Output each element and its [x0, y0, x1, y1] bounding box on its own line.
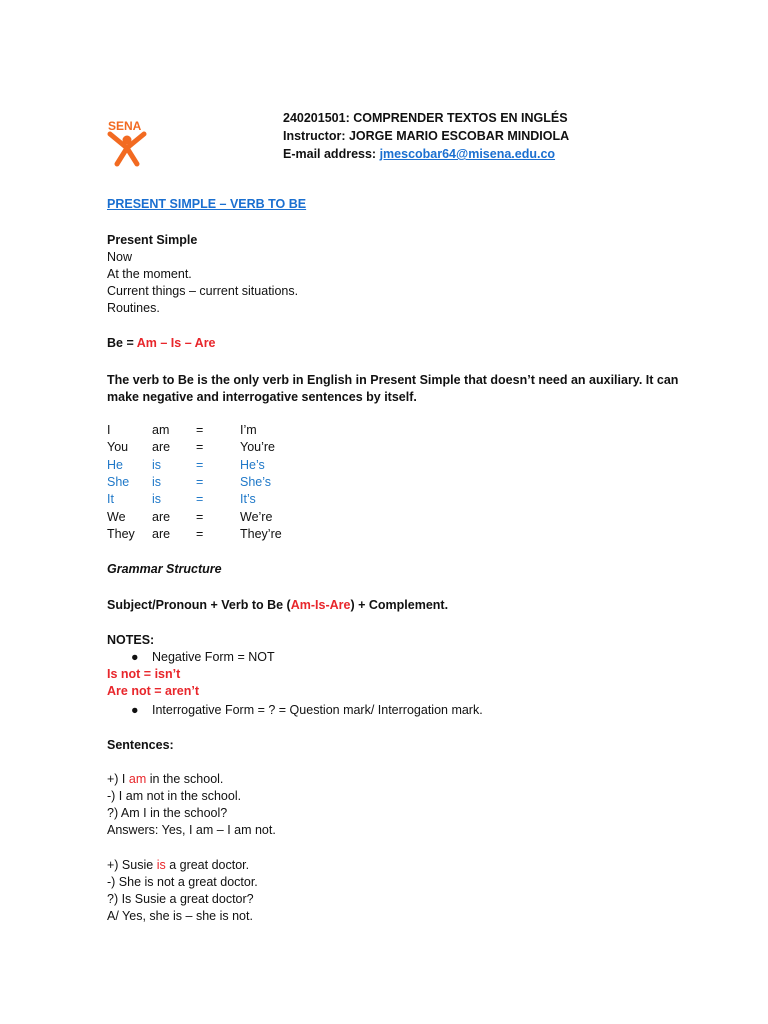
- conjugation-pronoun: It: [107, 492, 114, 507]
- conjugation-eq: =: [196, 440, 204, 455]
- structure-forms: Am-Is-Are: [290, 598, 351, 612]
- conjugation-eq: =: [196, 509, 204, 524]
- conjugation-verb: is: [152, 457, 162, 472]
- conjugation-pronoun: She: [107, 474, 130, 489]
- present-simple-heading: Present Simple: [107, 233, 198, 247]
- conjugation-verb: are: [152, 509, 171, 524]
- document-title[interactable]: PRESENT SIMPLE – VERB TO BE: [107, 197, 307, 211]
- instructor-line: Instructor: JORGE MARIO ESCOBAR MINDIOLA: [283, 129, 570, 143]
- sentence-answer: Answers: Yes, I am – I am not.: [107, 823, 276, 837]
- conjugation-pronoun: We: [107, 509, 126, 524]
- sentence-negative: -) She is not a great doctor.: [107, 875, 258, 889]
- notes-heading: NOTES:: [107, 633, 155, 647]
- conjugation-eq: =: [196, 474, 204, 489]
- conjugation-eq: =: [196, 423, 204, 437]
- be-prefix: Be =: [107, 336, 137, 350]
- sentence-answer: A/ Yes, she is – she is not.: [107, 909, 253, 923]
- sentence-text: +) I: [107, 772, 129, 786]
- list-item: Current things – current situations.: [107, 284, 299, 298]
- negative-form-note: Negative Form = NOT: [152, 650, 275, 664]
- conjugation-eq: =: [196, 457, 204, 472]
- sentence-positive: [107, 857, 249, 874]
- sentence-text: a great doctor.: [165, 858, 250, 872]
- conjugation-contraction: They’re: [240, 526, 282, 541]
- conjugation-pronoun: You: [107, 440, 129, 455]
- conjugation-contraction: It’s: [240, 492, 256, 507]
- conjugation-pronoun: They: [107, 526, 135, 541]
- conjugation-verb: is: [152, 474, 162, 489]
- sentence-verb: am: [128, 772, 147, 786]
- sentence-question: ?) Is Susie a great doctor?: [107, 892, 254, 906]
- conjugation-verb: are: [152, 440, 171, 455]
- bullet-icon: ●: [131, 703, 139, 717]
- bullet-icon: ●: [131, 650, 139, 664]
- grammar-heading: Grammar Structure: [107, 562, 222, 576]
- negative-contraction: Are not = aren’t: [107, 684, 200, 698]
- list-item: Routines.: [107, 301, 160, 315]
- sentence-text: in the school.: [146, 772, 224, 786]
- conjugation-verb: are: [152, 526, 171, 541]
- conjugation-contraction: I’m: [240, 423, 257, 437]
- sentence-negative: -) I am not in the school.: [107, 789, 242, 803]
- sena-logo: [106, 118, 158, 168]
- intro-line-2: make negative and interrogative sentences by itself.: [107, 390, 417, 404]
- conjugation-contraction: He’s: [240, 457, 265, 472]
- conjugation-eq: =: [196, 526, 204, 541]
- sentence-text: +) Susie: [107, 858, 157, 872]
- conjugation-verb: is: [152, 492, 162, 507]
- course-line: 240201501: COMPRENDER TEXTOS EN INGLÉS: [283, 111, 568, 125]
- conjugation-pronoun: I: [107, 423, 111, 437]
- list-item: At the moment.: [107, 267, 192, 281]
- email-label: E-mail address:: [283, 147, 380, 161]
- interrogative-form-note: Interrogative Form = ? = Question mark/ Interrogation mark.: [152, 703, 483, 717]
- document-header: [283, 109, 569, 163]
- svg-text:SENA: SENA: [108, 119, 142, 133]
- sentence-positive: [107, 771, 223, 788]
- be-forms-line: [107, 335, 216, 352]
- structure-prefix: Subject/Pronoun + Verb to Be (: [107, 598, 291, 612]
- conjugation-contraction: You’re: [240, 440, 275, 455]
- conjugation-eq: =: [196, 492, 204, 507]
- be-forms: Am – Is – Are: [136, 336, 216, 350]
- conjugation-verb: am: [152, 423, 170, 437]
- conjugation-contraction: We’re: [240, 509, 273, 524]
- conjugation-pronoun: He: [107, 457, 123, 472]
- sentence-question: ?) Am I in the school?: [107, 806, 228, 820]
- grammar-structure: [107, 597, 448, 614]
- email-line: [283, 145, 569, 163]
- structure-suffix: ) + Complement.: [350, 598, 449, 612]
- list-item: Now: [107, 250, 133, 264]
- sentences-heading: Sentences:: [107, 738, 174, 752]
- email-link[interactable]: jmescobar64@misena.edu.co: [379, 147, 556, 161]
- intro-line-1: The verb to Be is the only verb in English in Present Simple that doesn’t need an auxiliary. It can: [107, 373, 679, 387]
- conjugation-contraction: She’s: [240, 474, 272, 489]
- sentence-verb: is: [156, 858, 166, 872]
- negative-contraction: Is not = isn’t: [107, 667, 181, 681]
